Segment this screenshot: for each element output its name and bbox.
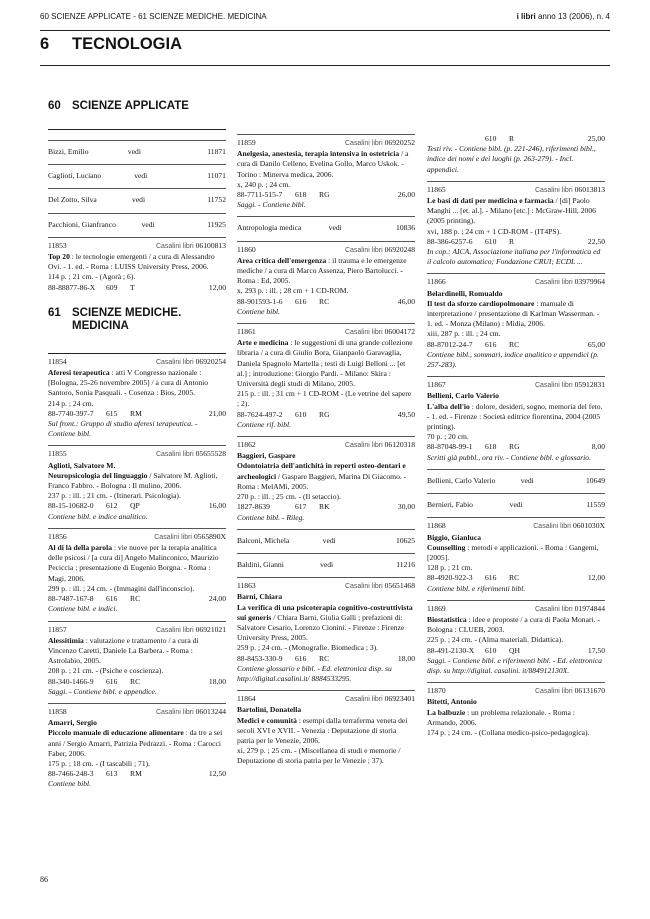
- cross-reference: Bizzi, Emilio vedi 11871: [48, 140, 226, 164]
- catalog-entry: 11858 Casalini libri 06013244 Amarri, Sergio Piccolo manuale di educazione alimentare : da tre a sei anni / Sergio Amarri, Patrizia Pedrazzi. - Roma : Carocci Faber, 2006. 175 p. ; 18 cm. - (I tascabili ; 71). 88-7466-248-3 613 RM 12,50 Contiene bibl.: [48, 703, 226, 796]
- running-header-right: i libri anno 13 (2006), n. 4: [516, 12, 610, 21]
- catalog-entry: 11862 Casalini libri 06120318 Baggieri, Gaspare Odontoiatria dell'antichità in reperti osteo-dentari e archeologici / Gaspare Baggieri, Marina Di Giacomo. - Roma : MelAMi, 2005. 270 p. : ill. ; 25 cm. - (Il setaccio). 1827-8639 617 RK 30,00 Contiene bibl. - Rileg.: [237, 436, 415, 529]
- catalog-entry-continued: 610 R 25,00 Testi riv. - Contiene bibl. (p. 221-246), riferimenti bibl., indice dei nomi e dei luoghi (p. 263-279). - Incl. appendici.: [427, 134, 605, 174]
- running-header: [40, 12, 610, 26]
- cross-reference: Antropologia medica vedi 10836: [237, 216, 415, 240]
- catalog-entry: 11861 Casalini libri 06004172 Arte e medicina : le suggestioni di una grande collezione libraria / a cura di Giulio Bora, Gianpaolo Garavaglia, Daniela Spagnolo Martella ; testi di Luigi Belloni ... [et al.] ; introduzione: Giorgio Pardi. - Milano: Skira : Università degli studi di Milano, 2005. 215 p. : ill. ; 31 cm + 1 CD-ROM - (Le vetrine del sapere ; 2). 88-7624-497-2 610 RG 49,50 Contiene rif. bibl.: [237, 323, 415, 436]
- column-2: [237, 134, 415, 773]
- catalog-entry: 11855 Casalini libri 05655528 Aglioti, Salvatore M. Neuropsicologia del linguaggio / Salvatore M. Aglioti, Franco Fabbro. - Bologna : Il mulino, 2006. 237 p. : ill. ; 21 cm. - (Itinerari. Psicologia). 88-15-10682-0 612 QP 16,00 Contiene bibl. e indice analitico.: [48, 445, 226, 527]
- running-header-left: 60 SCIENZE APPLICATE - 61 SCIENZE MEDICHE. MEDICINA: [40, 12, 267, 21]
- catalog-entry: 11869 Casalini libri 01974844 Biostatistica : idee e proposte / a cura di Paola Monari. - Bologna : CLUEB, 2003. 225 p. ; 24 cm. - (Alma materiali. Didattica). 88-491-2130-X 610 QH 17,50 Saggi. - Contiene bibl. e riferimenti bibl. - Ed. elettronica disp. su http://digital. casalini. it/884912130X.: [427, 600, 605, 682]
- cross-reference: Bellieni, Carlo Valerio vedi 10649: [427, 469, 605, 493]
- catalog-entry: 11865 Casalini libri 06013813 Le basi di dati per medicina e farmacia / [di] Paolo Manghi ... [et. al.]. - Milano [etc.] : McGraw-Hill, 2006 (2005 printing). xvi, 188 p. ; 24 cm + 1 CD-ROM - (IT4PS). 88-386-6257-6 610 R 22,50 In cop.: AICA, Associazione italiana per l'informatica ed il calcolo automatico; Fondazione CRUI; ECDL ...: [427, 181, 605, 274]
- cross-reference: Bernieri, Fabio vedi 11559: [427, 493, 605, 517]
- catalog-entry: 11868 Casalini libri 0601030X Biggio, Gianluca Counselling : metodi e applicazioni. - Roma : Gangemi, [2005]. 128 p. ; 21 cm. 88-4920-922-3 616 RC 12,00 Contiene bibl. e riferimenti bibl.: [427, 517, 605, 599]
- catalog-entry: 11856 Casalini libri 0565890X Al di là della parola : vie nuove per la terapia analitica delle psicosi / [a cura di] Angelo Malinconico, Maurizio Peciccia ; presentazione di Eugenio Borgna. - Roma : Magi, 2006. 299 p. : ill. ; 24 cm. - (Immagini dall'inconscio). 88-7487-167-8 616 RC 24,00 Contiene bibl. e indici.: [48, 528, 226, 621]
- column-1: [48, 100, 226, 796]
- cross-reference: Pacchioni, Gianfranco vedi 11925: [48, 213, 226, 237]
- catalog-entry: 11854 Casalini libri 06920254 Aferesi terapeutica : atti V Congresso nazionale : [Bologna, 25-26 novembre 2005] / a cura di Antonio Santoro, Sonia Pasquali. - Cosenza : Bios, 2005. 214 p. ; 24 cm. 88-7740-397-7 615 RM 21,00 Sul front.: Gruppo di studio aferesi terapeutica. - Contiene bibl.: [48, 356, 226, 439]
- catalog-entry: 11859 Casalini libri 06920252 Anelgesia, anestesia, terapia intensiva in ostetricia / a cura di Danilo Celleno, Evelina Gollo, Marco Uskok. - Torino : Minerva medica, 2006. x, 240 p. ; 24 cm. 88-7711-515-7 618 RG 26,00 Saggi. - Contiene bibl.: [237, 134, 415, 216]
- chapter-title: TECNOLOGIA: [72, 35, 182, 53]
- cross-reference: Balconi, Michela vedi 10625: [237, 529, 415, 553]
- catalog-entry: 11866 Casalini libri 03979964 Belardinelli, Romualdo Il test da sforzo cardiopolmonare : manuale di interpretazione / presentazione di Karlman Wasserman. - 1. ed. - Monza (Milano) : Midia, 2006. xiii, 287 p. : ill. ; 24 cm. 88-87012-24-7 616 RC 65,00 Contiene bibl., sommari, indice analitico e appendici (p. 257-283).: [427, 273, 605, 376]
- catalog-entry: 11867 Casalini libri 05912831 Bellieni, Carlo Valerio L'alba dell'io : dolore, desideri, sogno, memoria del feto. - 1. ed. - Firenze : Società editrice fiorentina, 2004 (2005 printing). 70 p. ; 20 cm. 88-87048-99-1 618 RG 8,00 Scritti già pubbl., ora riv. - Contiene bibl. e glossario.: [427, 376, 605, 469]
- catalog-entry: 11860 Casalini libri 06920248 Area critica dell'emergenza : il trauma e le emergenze mediche / a cura di Marco Assenza, Piero Bartolucci. - Roma : Ed, 2005. x, 293 p. : ill. ; 28 cm + 1 CD-ROM. 88-901593-1-6 616 RC 46,00 Contiene bibl.: [237, 241, 415, 323]
- cross-reference: Baldini, Gianni vedi 11216: [237, 553, 415, 577]
- page-number: 86: [40, 875, 48, 884]
- section-heading: 61 SCIENZE MEDICHE. MEDICINA: [48, 306, 182, 332]
- catalog-entry: 11863 Casalini libri 05651468 Barni, Chiara La verifica di una psicoterapia cognitivo-costruttivista sui generis / Chiara Barni, Giulia Galli ; prefazioni di: Salvatore Cesario, Lorenzo Cionini. - Firenze : Firenze University Press, 2005. 259 p. ; 24 cm. - (Monografie. Biomedica ; 3). 88-8453-330-9 616 RC 18,00 Contiene glossario e bibl. - Ed. elettronica disp. su http://digital.casalini.it/ 8884533295.: [237, 577, 415, 690]
- catalog-entry: 11853 Casalini libri 06100813 Top 20 : le tecnologie emergenti / a cura di Alessandro Ovi. - 1. ed. - Roma : LUISS University Press, 2006. 114 p. ; 21 cm. - (Agorà ; 6). 88-88877-86-X 609 T 12,00: [48, 237, 226, 299]
- cross-reference: Del Zotto, Silva vedi 11752: [48, 188, 226, 212]
- section-heading: 60 SCIENZE APPLICATE: [48, 100, 189, 112]
- cross-reference: Caglioti, Luciano vedi 11071: [48, 164, 226, 188]
- column-3: [427, 134, 605, 744]
- catalog-entry: 11864 Casalini libri 06923401 Bartolini, Donatella Medici e comunità : esempi dalla terraferma veneta dei secoli XVI e XVII. - Venezia : Deputazione di storia patria per le Venezie, 2006. xi, 279 p. ; 25 cm. - (Miscellanea di studi e memorie / Deputazione di storia patria per le Venezie ; 37).: [237, 690, 415, 772]
- catalog-entry: 11870 Casalini libri 06131670 Bitetti, Antonio La balbuzie : un problema relazionale. - Roma : Armando, 2006. 174 p. ; 24 cm. - (Collana medico-psico-pedagogica).: [427, 682, 605, 744]
- catalog-entry: 11857 Casalini libri 06921021 Alessitimia : valutazione e trattamento / a cura di Vincenzo Caretti, Daniele La Barbera. - Roma : Astrolabio, 2005. 208 p. ; 21 cm. - (Psiche e coscienza). 88-340-1466-9 616 RC 18,00 Saggi. - Contiene bibl. e appendice.: [48, 621, 226, 703]
- chapter-number: 6: [40, 35, 50, 53]
- chapter-heading: [40, 30, 610, 66]
